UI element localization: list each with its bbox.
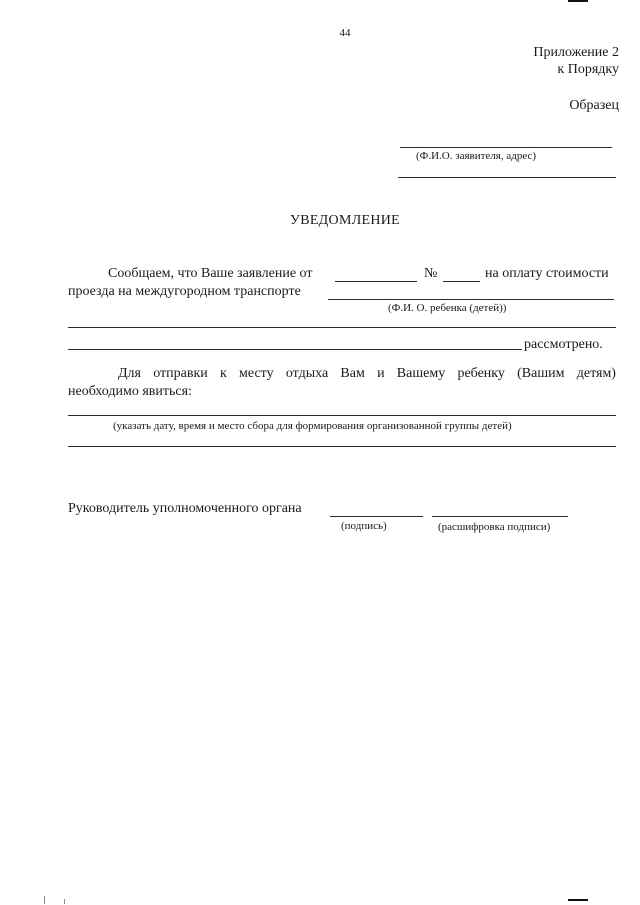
applicant-address-line [398,177,616,178]
signature-line [330,516,423,517]
para2-word: и [377,366,385,381]
child-name-line-2 [68,327,616,328]
para2-line2: необходимо явиться: [68,384,192,399]
para1-text-start: Сообщаем, что Ваше заявление от [108,266,313,281]
applicant-caption: (Ф.И.О. заявителя, адрес) [416,150,537,162]
signature-caption: (подпись) [341,520,387,532]
applicant-name-line [400,147,612,148]
signature-label: Руководитель уполномоченного органа [68,501,302,516]
details-line-1 [68,415,616,416]
para2-word: к [220,366,227,381]
para2-word: (Вашим [517,366,565,381]
details-caption: (указать дату, время и место сбора для формирования организованной группы детей) [113,420,512,432]
appendix-block [533,44,619,78]
para1-text-end: на оплату стоимости [485,266,609,281]
para2-word: отправки [153,366,208,381]
para2-word: детям) [576,366,616,381]
para2-word: Вам [340,366,365,381]
para2-word: месту [239,366,274,381]
decoding-caption: (расшифровка подписи) [438,521,551,533]
para2-word: отдыха [285,366,329,381]
child-name-line-3 [68,349,522,350]
signature-decoding-line [432,516,568,517]
page-number: 44 [339,27,351,39]
appendix-line-2: к Порядку [557,62,619,77]
number-sign: № [424,266,438,281]
para1-line2: проезда на междугородном транспорте [68,284,301,299]
scan-mark-top [568,0,588,2]
scan-mark-left-1 [44,896,45,904]
details-line-2 [68,446,616,447]
para2-word: ребенку [457,366,505,381]
application-number-line [443,281,480,282]
scan-mark-bottom [568,899,588,901]
considered-text: рассмотрено. [524,337,603,352]
child-name-line [328,299,614,300]
para2-word: Для [118,366,141,381]
para2-word: Вашему [396,366,446,381]
child-caption: (Ф.И. О. ребенка (детей)) [388,302,507,314]
sample-label: Образец [569,98,619,113]
appendix-line-1: Приложение 2 [533,45,619,60]
document-title: УВЕДОМЛЕНИЕ [289,213,401,228]
application-date-line [335,281,417,282]
para2-line1 [118,366,616,382]
scan-mark-left-2 [64,899,65,904]
